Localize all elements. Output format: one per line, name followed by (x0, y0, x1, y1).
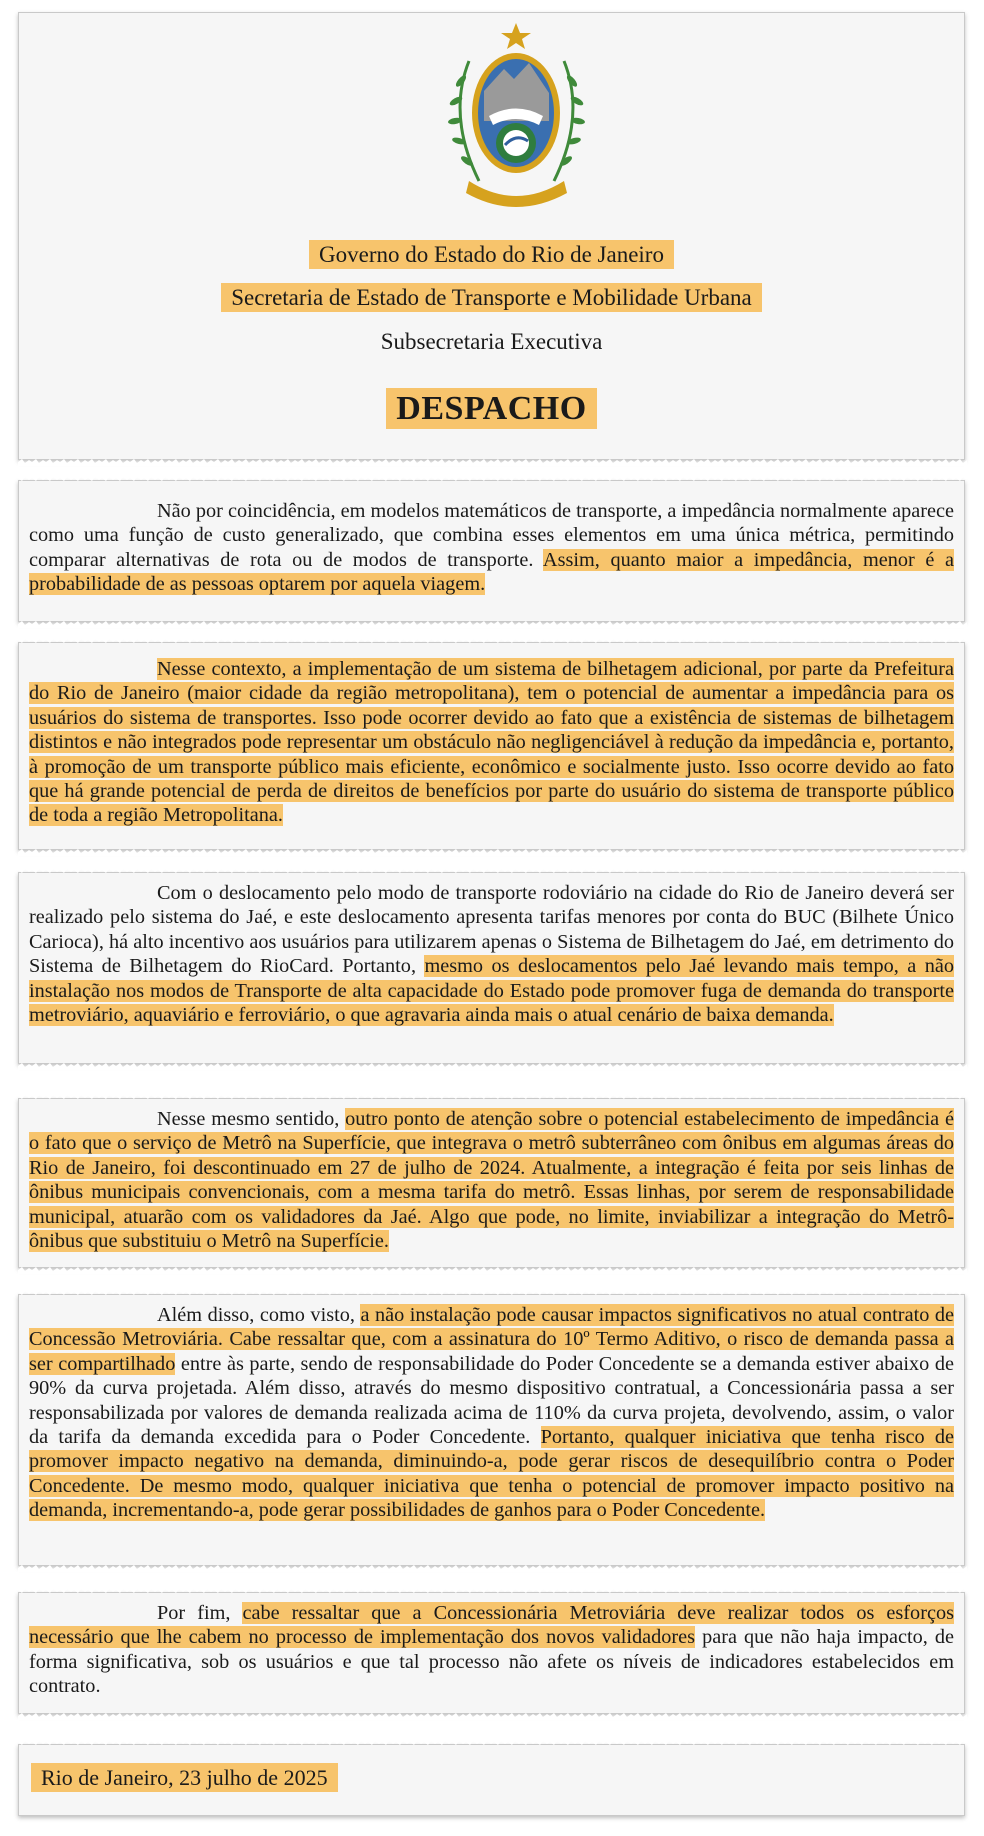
rio-de-janeiro-coat-of-arms-icon (439, 21, 594, 216)
torn-edge (18, 1092, 967, 1100)
date-card (18, 1744, 965, 1816)
torn-edge (18, 1062, 967, 1070)
paragraph-4: Nesse mesmo sentido, outro ponto de atenção sobre o potencial estabelecimento de impedância é o fato que o serviço de Metrô na Superfície, que integrava o metrô subterrâneo com ônibus em algumas áreas do Rio de Janeiro, foi descontinuado em 27 de julho de 2024. Atualmente, a integração é feita por seis linhas de ônibus municipais convencionais, com a mesma tarifa do metrô. Essas linhas, por serem de responsabilidade municipal, atuarão com os validadores da Jaé. Algo que pode, no limite, inviabilizar a integração do Metrô-ônibus que substituiu o Metrô na Superfície. (29, 1108, 955, 1253)
torn-edge (18, 474, 967, 482)
torn-edge (18, 1564, 967, 1572)
torn-edge (18, 636, 967, 644)
paragraph-card-3 (18, 872, 965, 1064)
torn-edge (18, 866, 967, 874)
torn-edge (18, 458, 967, 466)
government-title: Governo do Estado do Rio de Janeiro (19, 238, 964, 272)
paragraph-3: Com o deslocamento pelo modo de transporte rodoviário na cidade do Rio de Janeiro deverá ser realizado pelo sistema do Jaé, e este deslocamento apresenta tarifas menores por conta do BUC (Bilhete Único Carioca), há alto incentivo aos usuários para utilizarem apenas o Sistema de Bilhetagem do Jaé, em detrimento do Sistema de Bilhetagem do RioCard. Portanto, mesmo os deslocamentos pelo Jaé levando mais tempo, a não instalação nos modos de Transporte de alta capacidade do Estado pode promover fuga de demanda do transporte metroviário, aquaviário e ferroviário, o que agravaria ainda mais o atual cenário de baixa demanda. (29, 882, 954, 1027)
paragraph-card-4 (18, 1098, 965, 1268)
paragraph-card-1 (18, 480, 965, 622)
torn-edge (18, 1288, 967, 1296)
torn-edge (18, 1586, 967, 1594)
paragraph-5: Além disso, como visto, a não instalação pode causar impactos significativos no atual contrato de Concessão Metroviária. Cabe ressaltar que, com a assinatura do 10º Termo Aditivo, o risco de demanda passa a ser compartilhado entre às parte, sendo de responsabilidade do Poder Concedente se a demanda estiver abaixo de 90% da curva projetada. Além disso, através do mesmo dispositivo contratual, a Concessionária passa a ser responsabilizada por valores de demanda realizada acima de 110% da curva projeta, devolvendo, assim, o valor da tarifa da demanda excedida para o Poder Concedente. Portanto, qualquer iniciativa que tenha risco de promover impacto negativo na demanda, diminuindo-a, pode gerar riscos de desequilíbrio contra o Poder Concedente. De mesmo modo, qualquer iniciativa que tenha o potencial de promover impacto positivo na demanda, incrementando-a, pode gerar possibilidades de ganhos para o Poder Concedente. (29, 1304, 954, 1522)
paragraph-card-2 (18, 642, 965, 850)
date-line: Rio de Janeiro, 23 julho de 2025 (31, 1763, 338, 1793)
document-type-title: DESPACHO (19, 387, 964, 431)
torn-edge (18, 1738, 967, 1746)
secretariat-title: Secretaria de Estado de Transporte e Mobilidade Urbana (19, 281, 964, 315)
paragraph-card-6 (18, 1592, 965, 1714)
torn-edge (18, 620, 967, 628)
paragraph-2: Nesse contexto, a implementação de um sistema de bilhetagem adicional, por parte da Prefeitura do Rio de Janeiro (maior cidade da região metropolitana), tem o potencial de aumentar a impedância para os usuários do sistema de transportes. Isso pode ocorrer devido ao fato que a existência de sistemas de bilhetagem distintos e não integrados pode representar um obstáculo não negligenciável à redução da impedância e, portanto, à promoção de um transporte público mais eficiente, econômico e socialmente justo. Isso ocorre devido ao fato que há grande potencial de perda de direitos de benefícios por parte do usuário do sistema de transporte público de toda a região Metropolitana. (29, 658, 954, 827)
header-card (18, 12, 965, 460)
paragraph-card-5 (18, 1294, 965, 1566)
torn-edge (18, 848, 967, 856)
torn-edge (18, 1266, 967, 1274)
torn-edge (18, 1712, 967, 1720)
paragraph-6: Por fim, cabe ressaltar que a Concessionária Metroviária deve realizar todos os esforços necessário que lhe cabem no processo de implementação dos novos validadores para que não haja impacto, de forma significativa, sob os usuários e que tal processo não afete os níveis de indicadores estabelecidos em contrato. (29, 1602, 954, 1698)
subsecretariat-title: Subsecretaria Executiva (380, 329, 603, 354)
paragraph-1: Não por coincidência, em modelos matemáticos de transporte, a impedância normalmente aparece como uma função de custo generalizado, que combina esses elementos em uma única métrica, permitindo comparar alternativas de rota ou de modos de transporte. Assim, quanto maior a impedância, menor é a probabilidade de as pessoas optarem por aquela viagem. (29, 500, 954, 596)
